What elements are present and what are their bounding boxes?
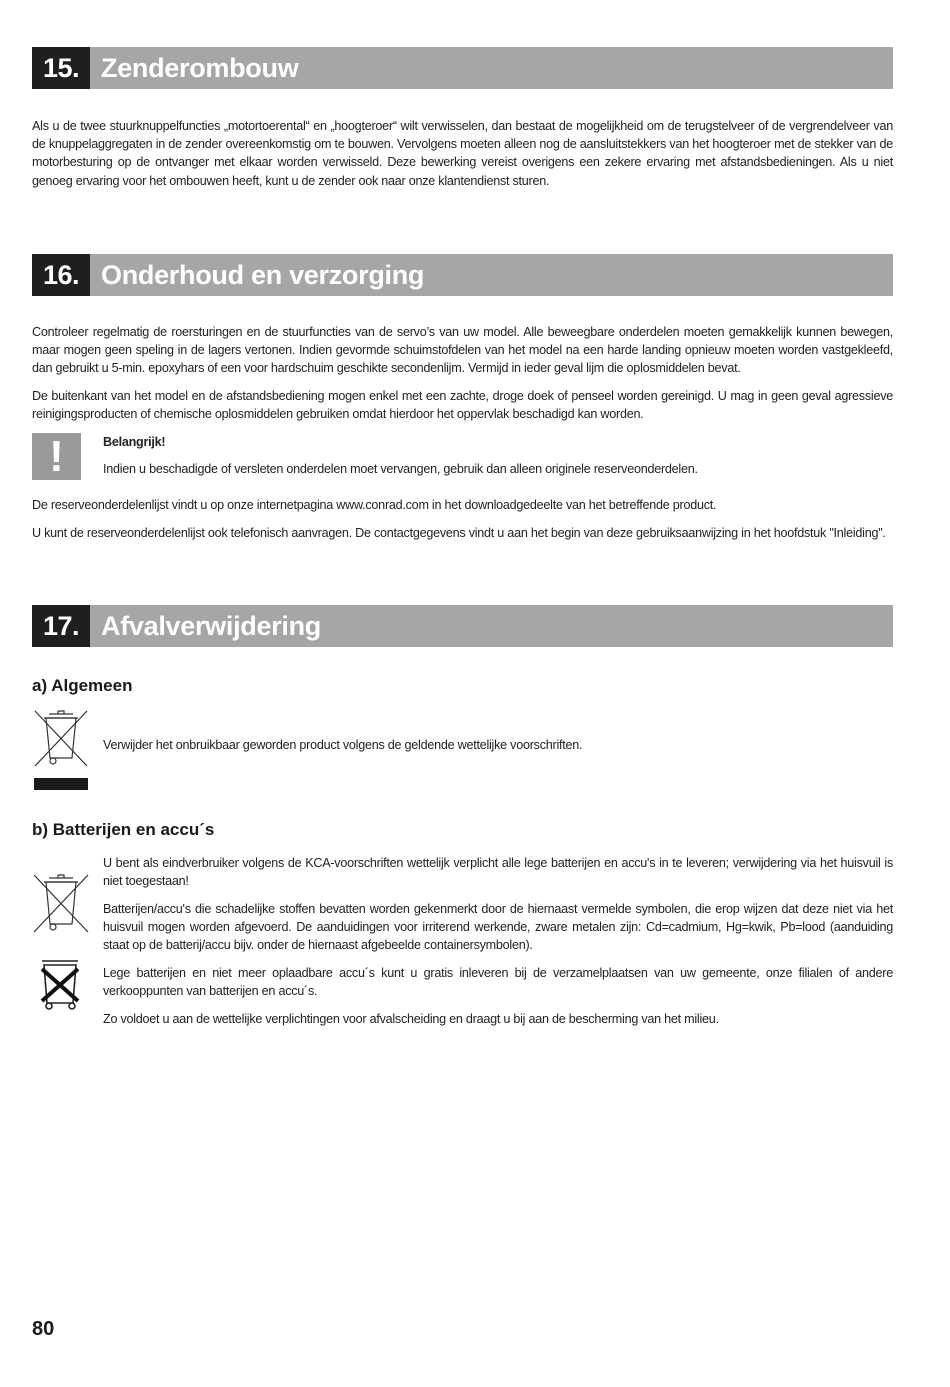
section-15-header [32, 47, 893, 89]
crossed-out-wheelie-bin-icon [31, 872, 91, 934]
section-15-title: Zenderombouw [101, 52, 299, 83]
subsection-b-paragraph-2: Batterijen/accu's die schadelijke stoffen bevatten worden gekenmerkt door de hiernaast vermelde symbolen, die erop wijzen dat deze niet via het huisvuil mogen worden afgevoerd. De aanduidingen voor irriterend werkende, zware metalen zijn: Cd=cadmium, Hg=kwik, Pb=lood (aanduiding staat op de batterij/accu bijv. onder de hiernaast afgebeelde containersymbolen). [103, 902, 893, 953]
section-16-title: Onderhoud en verzorging [101, 259, 425, 290]
subsection-b-paragraph-1: U bent als eindverbruiker volgens de KCA-voorschriften wettelijk verplicht alle lege batterijen en accu's in te leveren; verwijdering via het huisvuil is niet toegestaan! [103, 856, 893, 889]
section-16-paragraph-1: Controleer regelmatig de roersturingen en de stuurfuncties van de servo’s van uw model. Alle beweegbare onderdelen moeten gemakkelijk kunnen bewegen, maar mogen geen speling in de lagers vertonen. Indien gevormde schuimstofdelen van het model na een harde landing opnieuw moeten worden vastgekleefd, dan gebruikt u 5-min. epoxyhars of een voor hardschuim geschikte secondenlijm. Vermijd in ieder geval lijm die oplosmiddelen bevat. [32, 325, 893, 376]
section-17-title: Afvalverwijdering [101, 610, 321, 641]
warning-title: Belangrijk! [103, 435, 166, 449]
section-17-header [32, 605, 893, 647]
crossed-out-wheelie-bin-icon [32, 708, 90, 792]
section-16-header [32, 254, 893, 296]
subsection-b-paragraph-3: Lege batterijen en niet meer oplaadbare accu´s kunt u gratis inleveren bij de verzamelplaatsen van uw gemeente, onze filialen of andere verkooppunten van batterijen en accu´s. [103, 966, 893, 999]
subsection-b-paragraph-4: Zo voldoet u aan de wettelijke verplichtingen voor afvalscheiding en draagt u bij aan de bescherming van het milieu. [103, 1012, 719, 1026]
section-17-number: 17. [32, 605, 90, 647]
exclamation-mark: ! [49, 431, 64, 481]
section-15-paragraph: Als u de twee stuurknuppelfuncties „motortoerental“ en „hoogteroer“ wilt verwisselen, dan bestaat de mogelijkheid om de terugstelveer of de vergrendelveer van de knuppelaggregaten in de zender overeenkomstig om te bouwen. Vervolgens moeten alleen nog de aansluitstekkers van het hoogteroer met de stekker van de motorbesturing op de ontvanger met elkaar worden verwisseld. Deze bewerking vereist overigens een zekere ervaring met afstandsbedieningen. Als u niet genoeg ervaring voor het ombouwen heeft, kunt u de zender ook naar onze klantendienst sturen. [32, 119, 893, 188]
subsection-a-heading: a) Algemeen [32, 676, 133, 695]
section-16-paragraph-4: U kunt de reserveonderdelenlijst ook telefonisch aanvragen. De contactgegevens vindt u aan het begin van deze gebruiksaanwijzing in het hoofdstuk "Inleiding". [32, 526, 886, 540]
section-16-paragraph-3: De reserveonderdelenlijst vindt u op onze internetpagina www.conrad.com in het downloadgedeelte van het betreffende product. [32, 498, 717, 512]
crossed-out-wheelie-bin-bold-icon [36, 955, 84, 1013]
warning-icon [32, 433, 81, 480]
subsection-b-heading: b) Batterijen en accu´s [32, 820, 215, 839]
subsection-a-text: Verwijder het onbruikbaar geworden product volgens de geldende wettelijke voorschriften. [103, 738, 583, 752]
section-15-number: 15. [32, 47, 90, 89]
section-16-number: 16. [32, 254, 90, 296]
page-number: 80 [32, 1318, 55, 1340]
section-16-paragraph-2: De buitenkant van het model en de afstandsbediening mogen enkel met een zachte, droge doek of penseel worden gereinigd. U mag in geen geval agressieve reinigingsproducten of chemische oplosmiddelen gebruiken omdat hierdoor het oppervlak beschadigd kan worden. [32, 389, 893, 422]
warning-text: Indien u beschadigde of versleten onderdelen moet vervangen, gebruik dan alleen originele reserveonderdelen. [103, 462, 698, 476]
